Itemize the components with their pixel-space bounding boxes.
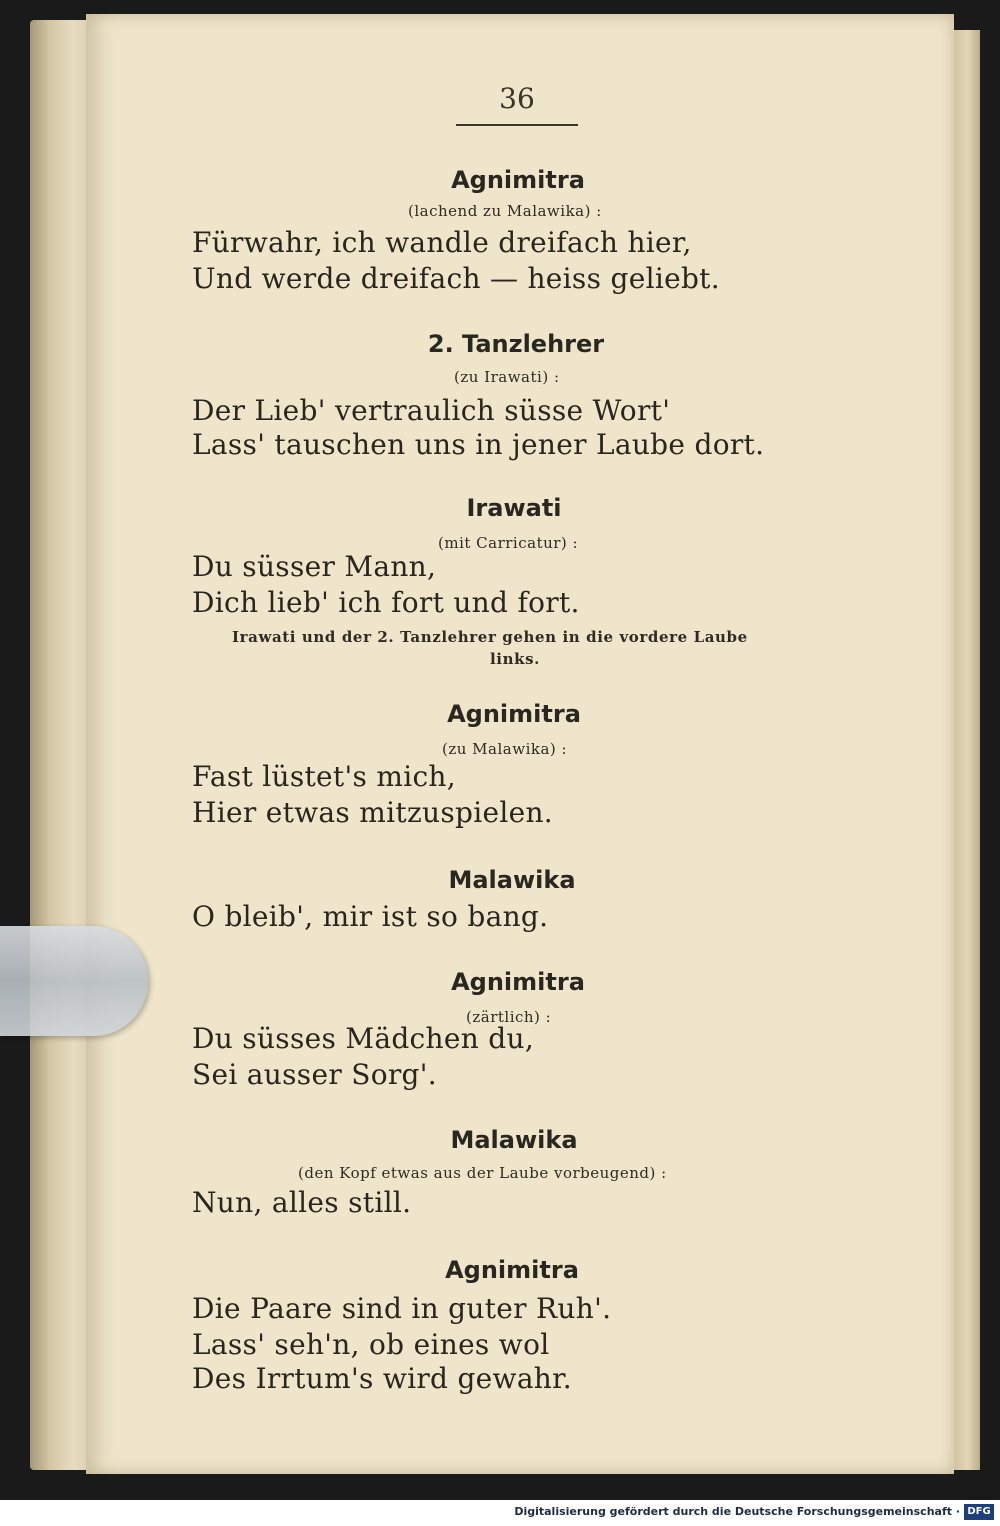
verse-line: Dich lieb' ich fort und fort. xyxy=(192,586,580,619)
verse-line: O bleib', mir ist so bang. xyxy=(192,900,549,933)
verse-line: Du süsses Mädchen du, xyxy=(192,1022,535,1055)
funding-notice: Digitalisierung gefördert durch die Deutsche Forschungsgemeinschaft · xyxy=(514,1505,960,1518)
page-number-rule xyxy=(456,124,578,126)
verse-line: Du süsser Mann, xyxy=(192,550,437,583)
stage-direction-inline: (zärtlich) : xyxy=(466,1008,552,1026)
verse-line: Hier etwas mitzuspielen. xyxy=(192,796,554,829)
speaker-name: Irawati xyxy=(466,494,562,522)
verse-line: Lass' seh'n, ob eines wol xyxy=(192,1328,550,1361)
stage-direction-inline: (mit Carricatur) : xyxy=(438,534,579,552)
dfg-logo: DFG xyxy=(964,1504,994,1520)
stage-direction: links. xyxy=(490,650,540,668)
stage-direction: Irawati und der 2. Tanzlehrer gehen in die vordere Laube xyxy=(232,628,748,646)
verse-line: Des Irrtum's wird gewahr. xyxy=(192,1362,572,1395)
verse-line: Lass' tauschen uns in jener Laube dort. xyxy=(192,428,765,461)
page-number: 36 xyxy=(499,82,535,115)
stage-direction-inline: (zu Irawati) : xyxy=(454,368,560,386)
speaker-name: Agnimitra xyxy=(445,1256,579,1284)
verse-line: Die Paare sind in guter Ruh'. xyxy=(192,1292,612,1325)
speaker-name: Agnimitra xyxy=(451,166,585,194)
facing-page-edge xyxy=(950,30,980,1470)
verse-line: Nun, alles still. xyxy=(192,1186,412,1219)
speaker-name: Agnimitra xyxy=(451,968,585,996)
stage-direction-inline: (lachend zu Malawika) : xyxy=(408,202,602,220)
glass-page-weight xyxy=(0,926,148,1036)
verse-line: Sei ausser Sorg'. xyxy=(192,1058,437,1091)
speaker-name: Agnimitra xyxy=(447,700,581,728)
stage-direction-inline: (den Kopf etwas aus der Laube vorbeugend) : xyxy=(298,1164,667,1182)
digitization-footer xyxy=(0,1500,1000,1526)
verse-line: Fürwahr, ich wandle dreifach hier, xyxy=(192,226,692,259)
verse-line: Der Lieb' vertraulich süsse Wort' xyxy=(192,394,671,427)
speaker-name: Malawika xyxy=(448,866,576,894)
verse-line: Fast lüstet's mich, xyxy=(192,760,456,793)
speaker-name: Malawika xyxy=(450,1126,578,1154)
stage-direction-inline: (zu Malawika) : xyxy=(442,740,568,758)
verse-line: Und werde dreifach — heiss geliebt. xyxy=(192,262,720,295)
speaker-name: 2. Tanzlehrer xyxy=(427,330,605,358)
